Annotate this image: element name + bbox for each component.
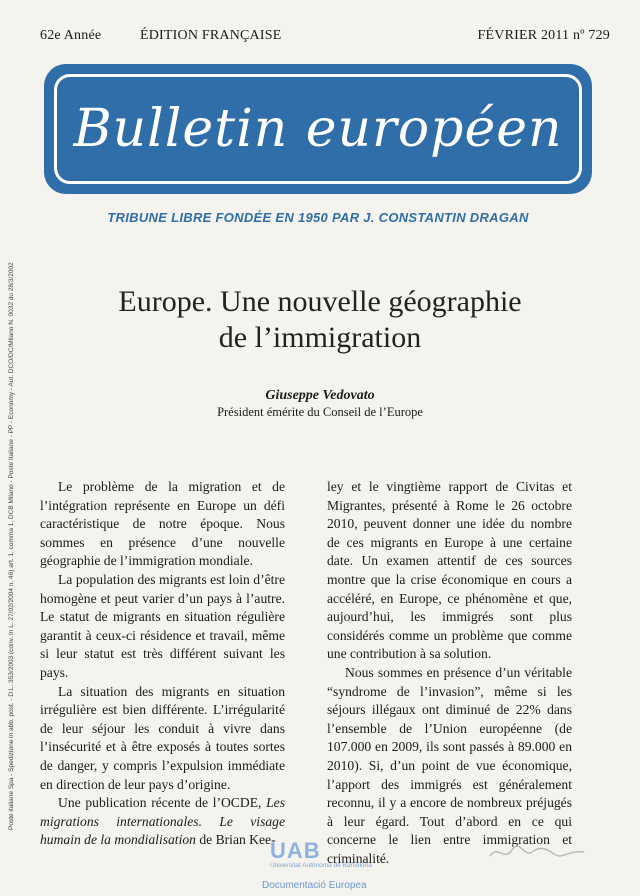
masthead-title: Bulletin européen	[73, 99, 563, 159]
paragraph: Nous sommes en présence d’un véritable “syndrome de l’invasion”, même si les séjours illégaux ont diminué de 22% dans l’ensemble de l’Union européenne (de 107.000 en 2009, ils sont passés à 89.000 en 2010). Si, d’un point de vue économique, l’apport des immigrés est généralement reconnu, il y a encore de nombreux préjugés à leur égard. Tout d’abord en ce qui concerne le lien entre immigration et criminalité.	[327, 664, 572, 866]
paragraph: ley et le vingtième rapport de Civitas et Migrantes, présenté à Rome le 26 octobre 2010, peuvent donner une idée du nombre de ces migrants en Europe à une certaine date. Un examen attentif de ces sources montre que la crise économique en cours a accéléré, en Europe, ce phénomène et que, aujourd’hui, les immigrés sont plus considérés comme un problème que comme une contribution à sa solution.	[327, 479, 572, 662]
year-label: 62e Année	[40, 28, 102, 43]
edition-label: ÉDITION FRANÇAISE	[140, 28, 282, 43]
handwritten-signature	[488, 840, 588, 864]
article-title	[40, 284, 600, 356]
uab-logo-subtitle: Universitat Autònoma de Barcelona	[270, 862, 372, 869]
paragraph: La population des migrants est loin d’être homogène et peut varier d’un pays à l’autre. Le statut de migrants en situation régulière garantit à ceux-ci résidence et travail, même si leur statut est très différent suivant les pays.	[40, 571, 285, 680]
author-role: Président émérite du Conseil de l’Europe	[217, 405, 423, 419]
publication-title: Les migrations internationales. Le visage humain de la mondialisation	[40, 795, 285, 848]
uab-logo-mark: UAB	[270, 838, 321, 863]
postal-notice: Poste italiane Spa - Spedizione in abb. post. - D.L. 353/2003 (conv. In L. 27/02/2004 n. 46) art. 1, comma 1, DCB Milano - Poste Italiane - PP - Economy - Aut. DCO/DC/Milano N. 0032 du 28/3/2002	[8, 262, 15, 830]
article-column-left	[40, 478, 285, 850]
article-title-line-1: Europe. Une nouvelle géographie	[118, 285, 522, 318]
masthead-frame	[54, 74, 582, 184]
paragraph: La situation des migrants en situation irrégulière est bien différente. L’irrégularité de leur séjour les conduit à vivre dans l’insécurité et à être exposés à toutes sortes de danger, y compris l’expulsion immédiate en direction de leur pays d’origine.	[40, 683, 285, 792]
article-column-right	[327, 478, 572, 868]
article-title-line-2: de l’immigration	[218, 321, 422, 354]
issue-number: FÉVRIER 2011 nº 729	[477, 28, 610, 43]
author-name: Giuseppe Vedovato	[265, 388, 375, 403]
paragraph: Le problème de la migration et de l’intégration représente en Europe un défi caractéristique de notre époque. Nous sommes en présence d’une nouvelle géographie de l’immigration mondiale.	[40, 479, 285, 569]
paragraph-text: Une publication récente de l’OCDE,	[58, 795, 267, 811]
tribune-tagline: TRIBUNE LIBRE FONDÉE EN 1950 PAR J. CONSTANTIN DRAGAN	[107, 210, 529, 225]
uab-logo	[270, 838, 410, 869]
paragraph-text: de Brian Kee-	[195, 832, 276, 848]
masthead-banner	[44, 64, 592, 194]
issue-header	[40, 28, 610, 48]
paragraph	[40, 794, 285, 850]
library-stamp: Documentació Europea	[262, 880, 367, 891]
